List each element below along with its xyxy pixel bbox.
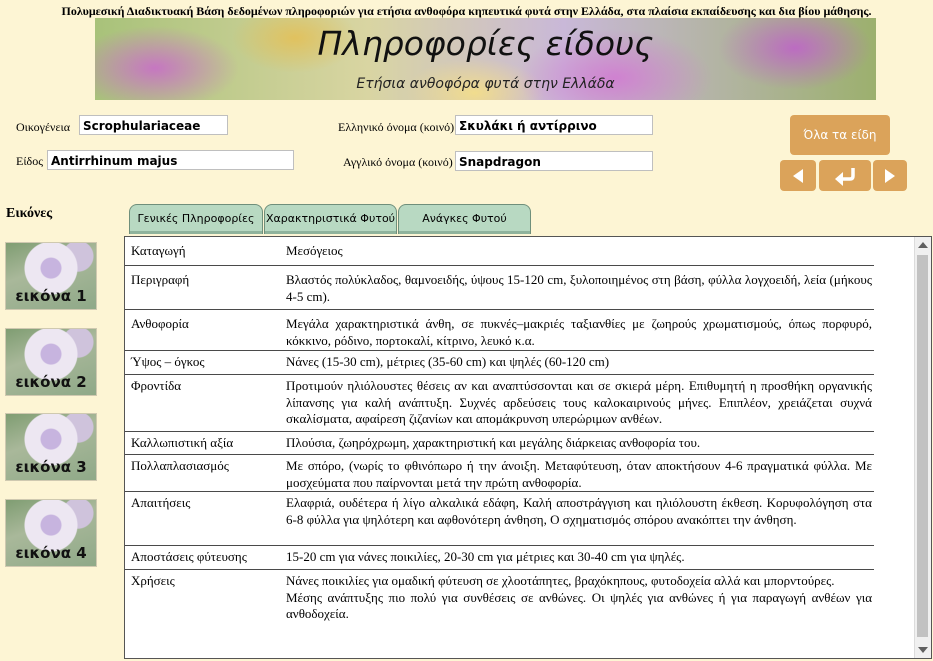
table-row [125,570,874,650]
row-value-line: Μέσης ανάπτυξης πιο πολύ για συνθέσεις σε ανθώνες. Οι ψηλές για ανθώνες ή για παραγωγή ανθέων για ανθοδοχεία. [286,589,872,621]
row-value: Μεγάλα χαρακτηριστικά άνθη, σε πυκνές–μακριές ταξιανθίες με ζωηρούς χρωματισμούς, όπως πορφυρό, κόκκινο, ρόδινο, πορτοκαλί, κίτρινο, λευκό κ.α. [286,316,872,348]
row-key: Ύψος – όγκος [131,354,205,369]
row-key: Καταγωγή [131,243,186,258]
row-value: Βλαστός πολύκλαδος, θαμνοειδής, ύψους 15-120 cm, ξυλοποιημένος στη βάση, φύλλα λογχοειδή, λεία (μήκους 4-5 cm). [286,272,872,304]
image-thumbnail-1[interactable] [5,242,97,310]
row-value: Μεσόγειος [286,243,343,258]
return-arrow-icon [833,166,857,186]
image-label: εικόνα 1 [15,287,87,305]
info-panel [124,236,932,659]
row-key: Ανθοφορία [131,316,189,331]
family-field[interactable]: Scrophulariaceae [79,115,228,135]
image-label: εικόνα 2 [15,373,87,391]
next-button[interactable] [873,160,907,191]
images-heading: Εικόνες [6,206,53,221]
triangle-right-icon [883,168,897,184]
tab-plant-needs[interactable]: Ανάγκες Φυτού [398,204,531,234]
return-button[interactable] [819,160,871,191]
all-species-button[interactable]: Όλα τα είδη [790,115,890,155]
row-value-line: Νάνες ποικιλίες για ομαδική φύτευση σε χλοοτάπητες, βραχόκηπους, φυτοδοχεία αλλά και μπορντούρες. [286,573,835,588]
image-thumbnail-4[interactable] [5,499,97,567]
row-value: 15-20 cm για νάνες ποικιλίες, 20-30 cm για μέτριες και 30-40 cm για ψηλές. [286,549,685,564]
table-row [125,310,874,351]
image-label: εικόνα 4 [15,544,87,562]
table-row [125,266,874,310]
row-key: Περιγραφή [131,272,190,287]
table-row [125,375,874,432]
triangle-left-icon [791,168,805,184]
image-thumbnail-3[interactable] [5,413,97,481]
image-label: εικόνα 3 [15,458,87,476]
table-row [125,351,874,375]
row-key: Χρήσεις [131,573,175,588]
tab-plant-characteristics[interactable]: Χαρακτηριστικά Φυτού [264,204,397,234]
family-label: Οικογένεια [16,120,70,134]
banner [95,18,876,100]
page-caption: Πολυμεσική Διαδικτυακή Βάση δεδομένων πληροφοριών για ετήσια ανθοφόρα κηπευτικά φυτά στην Ελλάδα, στα πλαίσια εκπαίδευσης και δια βίου μάθησης. [61,4,872,18]
table-row [125,492,874,546]
row-key: Καλλωπιστική αξία [131,435,234,450]
row-value: Νάνες (15-30 cm), μέτριες (35-60 cm) και ψηλές (60-120 cm) [286,354,610,369]
species-field[interactable]: Antirrhinum majus [47,150,294,170]
greek-name-field[interactable]: Σκυλάκι ή αντίρρινο [455,115,653,135]
scroll-down-icon[interactable] [918,647,928,653]
previous-button[interactable] [780,160,816,191]
page-title: Πληροφορίες είδους [317,24,654,63]
greek-name-label: Ελληνικό όνομα (κοινό) [338,120,455,134]
english-name-label: Αγγλικό όνομα (κοινό) [343,155,453,169]
table-row [125,546,874,570]
table-row [125,432,874,455]
row-key: Απαιτήσεις [131,495,191,510]
vertical-scrollbar[interactable] [914,237,931,658]
scroll-up-icon[interactable] [918,242,928,248]
row-value: Πλούσια, ζωηρόχρωμη, χαρακτηριστική και μεγάλης διάρκειας ανθοφορία του. [286,435,701,450]
row-value: Προτιμούν ηλιόλουστες θέσεις αν και αναπτύσσονται και σε σκιερά μέρη. Επιθυμητή η προσθήκη οργανικής λίπανσης για καλή ανάπτυξη. Συχνές αρδεύσεις τους καλοκαιρινούς μήνες. Επιπλέον, χρειάζεται συχνά σκαλίσματα, αφαίρεση ζιζανίων και απομάκρυνση υπερώριμων ανθέων. [286,378,872,426]
row-value [286,573,872,623]
row-key: Φροντίδα [131,378,182,393]
row-key: Πολλαπλασιασμός [131,458,229,473]
species-label: Είδος [16,154,43,168]
tab-general-info[interactable]: Γενικές Πληροφορίες [129,204,263,234]
table-row [125,455,874,492]
scrollbar-thumb[interactable] [917,255,928,637]
page-subtitle: Ετήσια ανθοφόρα φυτά στην Ελλάδα [356,76,615,92]
english-name-field[interactable]: Snapdragon [455,151,653,171]
row-value: Με σπόρο, (νωρίς το φθινόπωρο ή την άνοιξη. Μεταφύτευση, όταν αποκτήσουν 4-6 πραγματικά φύλλα. Με μοσχεύματα που παίρνονται μετά την πρώτη ανθοφορία. [286,458,872,490]
row-key: Αποστάσεις φύτευσης [131,549,247,564]
row-value: Ελαφριά, ουδέτερα ή λίγο αλκαλικά εδάφη, Καλή αποστράγγιση και ηλιόλουστη έκθεση. Κορυφολόγηση στα 6-8 φύλλα για ψηλότερη και αφθονότερη άνθηση, Ο σχηματισμός σπόρου ανακόπτει την άνθηση. [286,495,872,527]
table-row [125,237,874,266]
image-thumbnail-2[interactable] [5,328,97,396]
